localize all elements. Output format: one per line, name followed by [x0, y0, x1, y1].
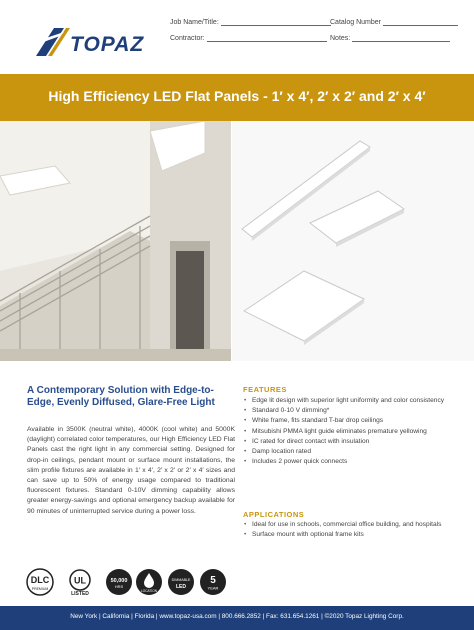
damp-sub: LOCATION: [140, 589, 158, 593]
feature-item: • Edge lit design with superior light uniformity and color consistency: [243, 397, 453, 405]
lifespan-hours-icon: [105, 568, 133, 596]
feature-item: • White frame, fits standard T-bar drop ceilings: [243, 417, 453, 425]
feature-item: • Standard 0-10 V dimming*: [243, 407, 453, 415]
feature-item: • Includes 2 power quick connects: [243, 458, 453, 466]
job-name-label: Job Name/Title:: [170, 19, 219, 26]
dlc-icon: [26, 568, 54, 596]
applications-heading: APPLICATIONS: [243, 510, 305, 519]
application-item: • Surface mount with optional frame kits: [243, 531, 453, 539]
ul-sub: LISTED: [71, 591, 89, 596]
dimmable-led-icon: [167, 568, 195, 596]
features-list: [243, 397, 453, 468]
panels-photo: [232, 121, 474, 361]
dim-sub: LED: [176, 584, 186, 590]
applications-list: [243, 521, 453, 541]
footer-text: New York | California | Florida | www.topaz-usa.com | 800.666.2852 | Fax: 631.654.1261 | ©2020 Topaz Lighting Corp.: [70, 613, 404, 620]
application-item: • Ideal for use in schools, commercial office building, and hospitals: [243, 521, 453, 529]
dlc-text: DLC: [30, 575, 50, 585]
brand-name: TOPAZ: [70, 33, 145, 56]
feature-item: • IC rated for direct contact with insulation: [243, 438, 453, 446]
ul-text: UL: [74, 575, 86, 586]
lead-heading: A Contemporary Solution with Edge-to-Edge, Evenly Diffused, Glare-Free Light: [27, 385, 215, 408]
hours-sub: HRS: [114, 584, 124, 589]
staircase-photo: [0, 121, 231, 361]
contractor-line[interactable]: [207, 34, 327, 42]
notes-line[interactable]: [352, 34, 450, 42]
catalog-line[interactable]: [383, 18, 458, 26]
warranty-icon: [199, 568, 227, 596]
warranty-text: 5: [210, 575, 216, 586]
feature-item: • Mitsubishi PMMA light guide eliminates premature yellowing: [243, 428, 453, 436]
page-title: High Efficiency LED Flat Panels - 1′ x 4′, 2′ x 2′ and 2′ x 4′: [48, 88, 426, 104]
warranty-sub: YEAR: [207, 585, 219, 591]
lead-body: Available in 3500K (neutral white), 4000K (cool white) and 5000K (daylight) correlated color temperatures, our High Efficiency LED Flat Panels cast the right light in any commercial setting. Designed for drop-in ceilings, pendant mount or surface mount installations, the slim profile fixtures are available in 1′ x 4′, 2′ x 2′ or 2′ x 4′ sizes and can save up to 50% of energy usage compared to traditional fluorescent fixtures. Standard 0-10V dimming capability allows greater energy-savings and optional emergency backup available for 90 minutes of uninterrupted service during a power loss.: [27, 426, 235, 515]
ul-listed-icon: [62, 568, 98, 596]
contractor-label: Contractor:: [170, 35, 205, 42]
catalog-label: Catalog Number: [330, 19, 381, 26]
job-name-line[interactable]: [221, 18, 331, 26]
notes-label: Notes:: [330, 35, 351, 42]
dim-text: DIMMABLE: [171, 578, 191, 582]
hours-text: 50,000: [110, 578, 128, 584]
dlc-sub: PREMIUM: [31, 587, 49, 591]
damp-location-icon: [135, 568, 163, 596]
feature-item: • Damp location rated: [243, 448, 453, 456]
features-heading: FEATURES: [243, 385, 287, 394]
